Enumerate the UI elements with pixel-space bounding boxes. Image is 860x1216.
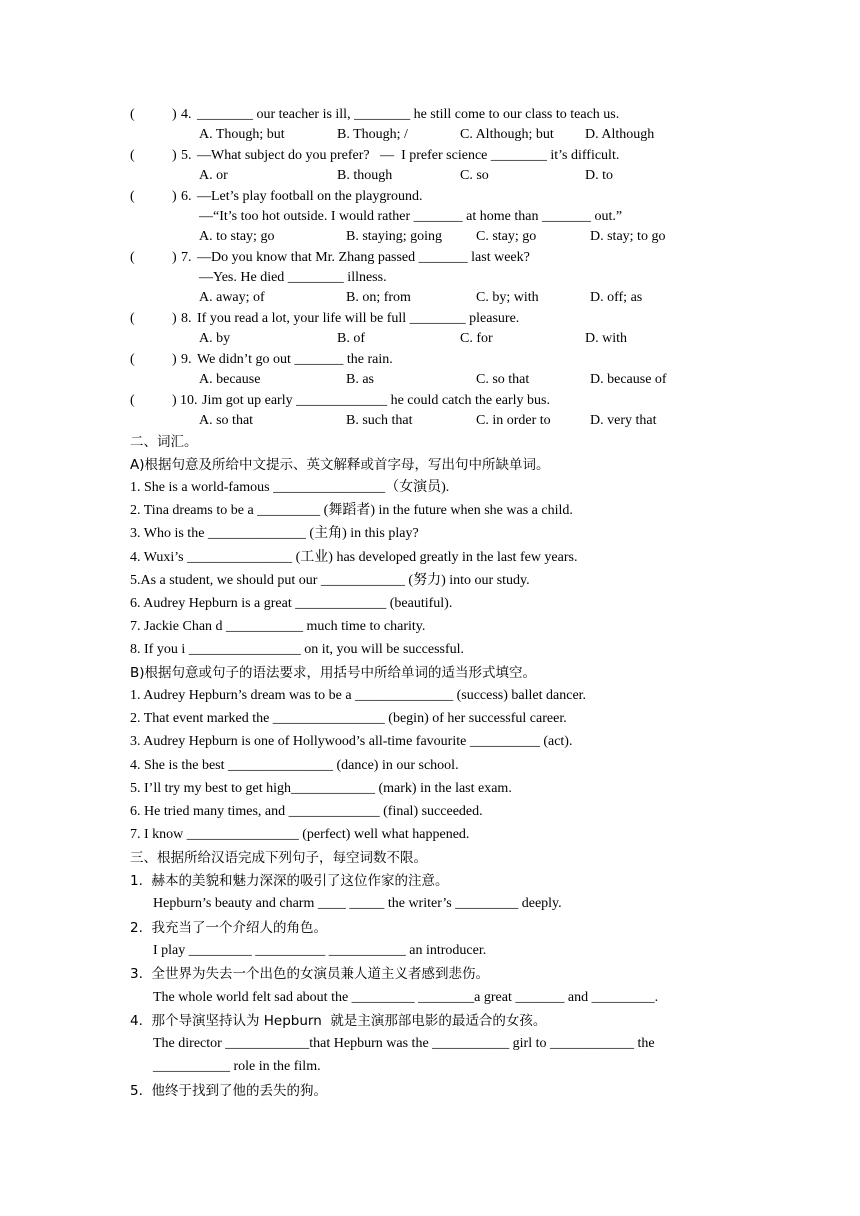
question-paren-close: ): [172, 393, 177, 408]
answer-option: C. so: [460, 168, 489, 183]
question-stem: We didn’t go out _______ the rain.: [197, 352, 393, 367]
answer-option: C. for: [460, 331, 493, 346]
vocab-item: 8. If you i ________________ on it, you will be successful.: [130, 642, 465, 658]
question-paren-close: ): [172, 352, 177, 367]
question-paren-open: (: [130, 148, 135, 163]
answer-option: B. as: [346, 372, 374, 387]
grammar-item: 2. That event marked the ________________ (begin) of her successful career.: [130, 711, 567, 727]
question-stem-continued: —Yes. He died ________ illness.: [199, 270, 387, 285]
grammar-item: 6. He tried many times, and _____________ (final) succeeded.: [130, 804, 483, 819]
grammar-item: 5. I’ll try my best to get high____________ (mark) in the last exam.: [130, 780, 512, 796]
question-number: 8.: [181, 311, 192, 326]
grammar-item: 1. Audrey Hepburn’s dream was to be a ______________ (success) ballet dancer.: [130, 688, 587, 703]
translation-answer-line: The whole world felt sad about the _________ ________a great _______ and _________.: [153, 989, 659, 1005]
section-2a-instructions: A)根据句意及所给中文提示、英文解释或首字母，写出句中所缺单词。: [130, 457, 550, 473]
answer-option: A. or: [199, 168, 228, 183]
translation-answer-line: I play _________ __________ ___________ an introducer.: [153, 942, 487, 958]
question-paren-close: ): [172, 148, 177, 163]
question-number: 9.: [181, 352, 192, 367]
answer-option: D. Although: [585, 127, 655, 142]
question-stem: If you read a lot, your life will be full ________ pleasure.: [197, 311, 520, 326]
grammar-item: 3. Audrey Hepburn is one of Hollywood’s all-time favourite __________ (act).: [130, 734, 573, 750]
answer-option: D. to: [585, 168, 613, 183]
translation-prompt-cn: 2. 我充当了一个介绍人的角色。: [130, 919, 327, 936]
answer-option: D. stay; to go: [590, 229, 666, 244]
vocab-item: 3. Who is the ______________ (主角) in this play?: [130, 526, 419, 542]
vocab-item: 7. Jackie Chan d ___________ much time to charity.: [130, 619, 426, 635]
vocab-item: 6. Audrey Hepburn is a great _____________ (beautiful).: [130, 596, 453, 611]
question-stem: —Let’s play football on the playground.: [197, 189, 423, 204]
question-number: 10.: [180, 393, 198, 408]
translation-answer-line: ___________ role in the film.: [153, 1059, 321, 1075]
section-2-title: 二、词汇。: [130, 434, 198, 450]
grammar-item: 7. I know ________________ (perfect) well what happened.: [130, 827, 470, 843]
answer-option: B. of: [337, 331, 365, 346]
answer-option: B. on; from: [346, 290, 411, 305]
answer-option: D. very that: [590, 413, 657, 428]
answer-option: A. Though; but: [199, 127, 285, 142]
vocab-item: 1. She is a world-famous ________________（女演员).: [130, 480, 450, 495]
section-3-title: 三、根据所给汉语完成下列句子，每空词数不限。: [130, 850, 427, 866]
grammar-item: 4. She is the best _______________ (dance) in our school.: [130, 757, 459, 773]
question-paren-open: (: [130, 311, 135, 326]
question-paren-close: ): [172, 189, 177, 204]
section-2b-instructions: B)根据句意或句子的语法要求，用括号中所给单词的适当形式填空。: [130, 665, 537, 681]
answer-option: B. though: [337, 168, 393, 183]
answer-option: A. because: [199, 372, 261, 387]
answer-option: D. with: [585, 331, 627, 346]
question-paren-close: ): [172, 250, 177, 265]
question-number: 6.: [181, 189, 192, 204]
question-stem-continued: —“It’s too hot outside. I would rather _______ at home than _______ out.”: [199, 209, 623, 224]
answer-option: D. off; as: [590, 290, 643, 305]
question-stem: ________ our teacher is ill, ________ he still come to our class to teach us.: [197, 107, 620, 122]
question-stem: —Do you know that Mr. Zhang passed _______ last week?: [197, 250, 530, 265]
question-number: 4.: [181, 107, 192, 122]
answer-option: A. away; of: [199, 290, 265, 305]
answer-option: C. by; with: [476, 290, 539, 305]
translation-prompt-cn: 5. 他终于找到了他的丢失的狗。: [130, 1082, 327, 1099]
answer-option: C. stay; go: [476, 229, 537, 244]
question-paren-open: (: [130, 352, 135, 367]
question-stem: —What subject do you prefer? — I prefer science ________ it’s difficult.: [197, 148, 620, 163]
vocab-item: 2. Tina dreams to be a _________ (舞蹈者) in the future when she was a child.: [130, 503, 573, 519]
question-paren-open: (: [130, 189, 135, 204]
answer-option: A. so that: [199, 413, 254, 428]
answer-option: C. in order to: [476, 413, 551, 428]
answer-option: C. Although; but: [460, 127, 554, 142]
answer-option: A. to stay; go: [199, 229, 275, 244]
answer-option: D. because of: [590, 372, 667, 387]
question-stem: Jim got up early _____________ he could catch the early bus.: [202, 393, 550, 408]
answer-option: C. so that: [476, 372, 530, 387]
vocab-item: 5.As a student, we should put our ____________ (努力) into our study.: [130, 572, 530, 588]
question-paren-open: (: [130, 107, 135, 122]
vocab-item: 4. Wuxi’s _______________ (工业) has developed greatly in the last few years.: [130, 549, 578, 565]
question-paren-close: ): [172, 107, 177, 122]
translation-prompt-cn: 1. 赫本的美貌和魅力深深的吸引了这位作家的注意。: [130, 873, 449, 889]
question-paren-open: (: [130, 250, 135, 265]
answer-option: B. Though; /: [337, 127, 408, 142]
translation-answer-line: The director ____________that Hepburn was the ___________ girl to ____________ the: [153, 1036, 655, 1052]
answer-option: B. such that: [346, 413, 413, 428]
translation-prompt-cn: 4. 那个导演坚持认为 Hepburn 就是主演那部电影的最适合的女孩。: [130, 1012, 547, 1029]
question-paren-close: ): [172, 311, 177, 326]
question-number: 5.: [181, 148, 192, 163]
answer-option: B. staying; going: [346, 229, 443, 244]
translation-answer-line: Hepburn’s beauty and charm ____ _____ the writer’s _________ deeply.: [153, 896, 562, 912]
question-paren-open: (: [130, 393, 135, 408]
question-number: 7.: [181, 250, 192, 265]
translation-prompt-cn: 3. 全世界为失去一个出色的女演员兼人道主义者感到悲伤。: [130, 966, 489, 983]
answer-option: A. by: [199, 331, 231, 346]
